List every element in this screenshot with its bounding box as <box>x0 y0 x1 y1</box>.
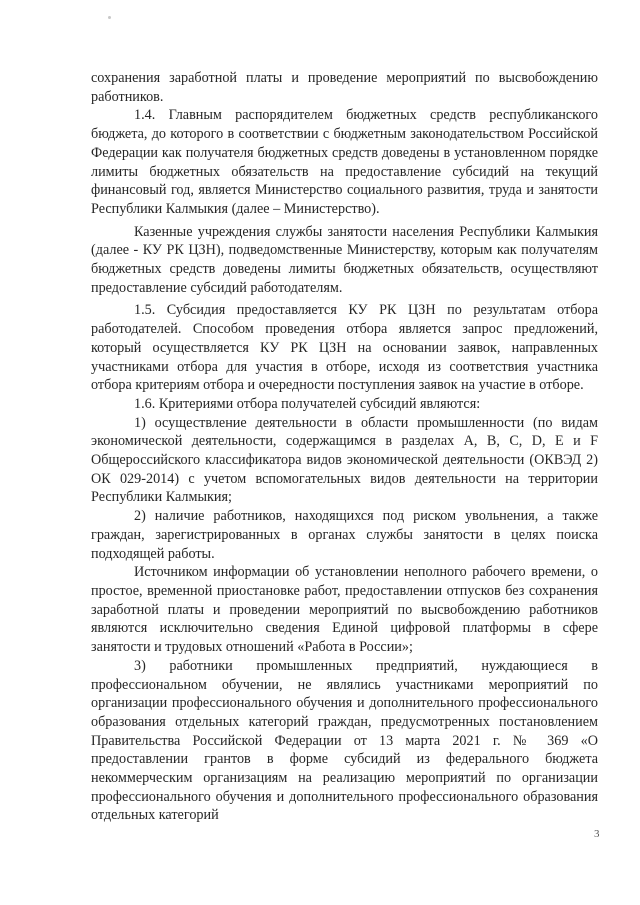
criterion-3: 3) работники промышленных предприятий, нуждающиеся в профессиональном обучении, не являлись участниками мероприятий по организации профессионального обучения и дополнительного профессионального образования отдельных категорий граждан, предусмотренных постановлением Правительства Российской Федерации от 13 марта 2021 г. № 369 «О предоставлении грантов в форме субсидий из федерального бюджета некоммерческим организациям на реализацию мероприятий по организации профессионального обучения и дополнительного профессионального образования отдельных категорий <box>91 657 598 824</box>
document-body <box>91 69 598 825</box>
paragraph-continuation: сохранения заработной платы и проведение мероприятий по высвобождению работников. <box>91 70 598 105</box>
paragraph-kazennye-uchrezhdeniya: Казенные учреждения службы занятости населения Республики Калмыкия (далее - КУ РК ЦЗН), подведомственные Министерству, которым как получателям бюджетных средств доведены лимиты бюджетных обязательств, осуществляют предоставление субсидий работодателям. <box>91 223 598 296</box>
paragraph-information-source: Источником информации об установлении неполного рабочего времени, о простое, временной приостановке работ, предоставлении отпусков без сохранения заработной платы и проведении мероприятий по высвобождению работников являются исключительно сведения Единой цифровой платформы в сфере занятости и трудовых отношений «Работа в России»; <box>91 564 598 656</box>
paragraph-1-5: 1.5. Субсидия предоставляется КУ РК ЦЗН по результатам отбора работодателей. Способом проведения отбора является запрос предложений, который осуществляется КУ РК ЦЗН на основании заявок, направленных участниками отбора для участия в отборе, исходя из соответствия участника отбора критериям отбора и очередности поступления заявок на участие в отборе. <box>91 302 598 394</box>
page-number: 3 <box>594 828 600 840</box>
paragraph-1-6: 1.6. Критериями отбора получателей субсидий являются: <box>134 395 481 412</box>
scan-speck <box>108 16 111 19</box>
criterion-1: 1) осуществление деятельности в области промышленности (по видам экономической деятельности, содержащимся в разделах A, B, C, D, E и F Общероссийского классификатора видов экономической деятельности (ОКВЭД 2) ОК 029-2014) с учетом вспомогательных видов деятельности на территории Республики Калмыкия; <box>91 414 598 506</box>
criterion-2: 2) наличие работников, находящихся под риском увольнения, а также граждан, зарегистрированных в органах службы занятости в целях поиска подходящей работы. <box>91 508 598 562</box>
paragraph-1-4: 1.4. Главным распорядителем бюджетных средств республиканского бюджета, до которого в соответствии с бюджетным законодательством Российской Федерации как получателя бюджетных средств доведены в установленном порядке лимиты бюджетных обязательств на предоставление субсидий на текущий финансовый год, является Министерство социального развития, труда и занятости Республики Калмыкия (далее – Министерство). <box>91 107 598 217</box>
